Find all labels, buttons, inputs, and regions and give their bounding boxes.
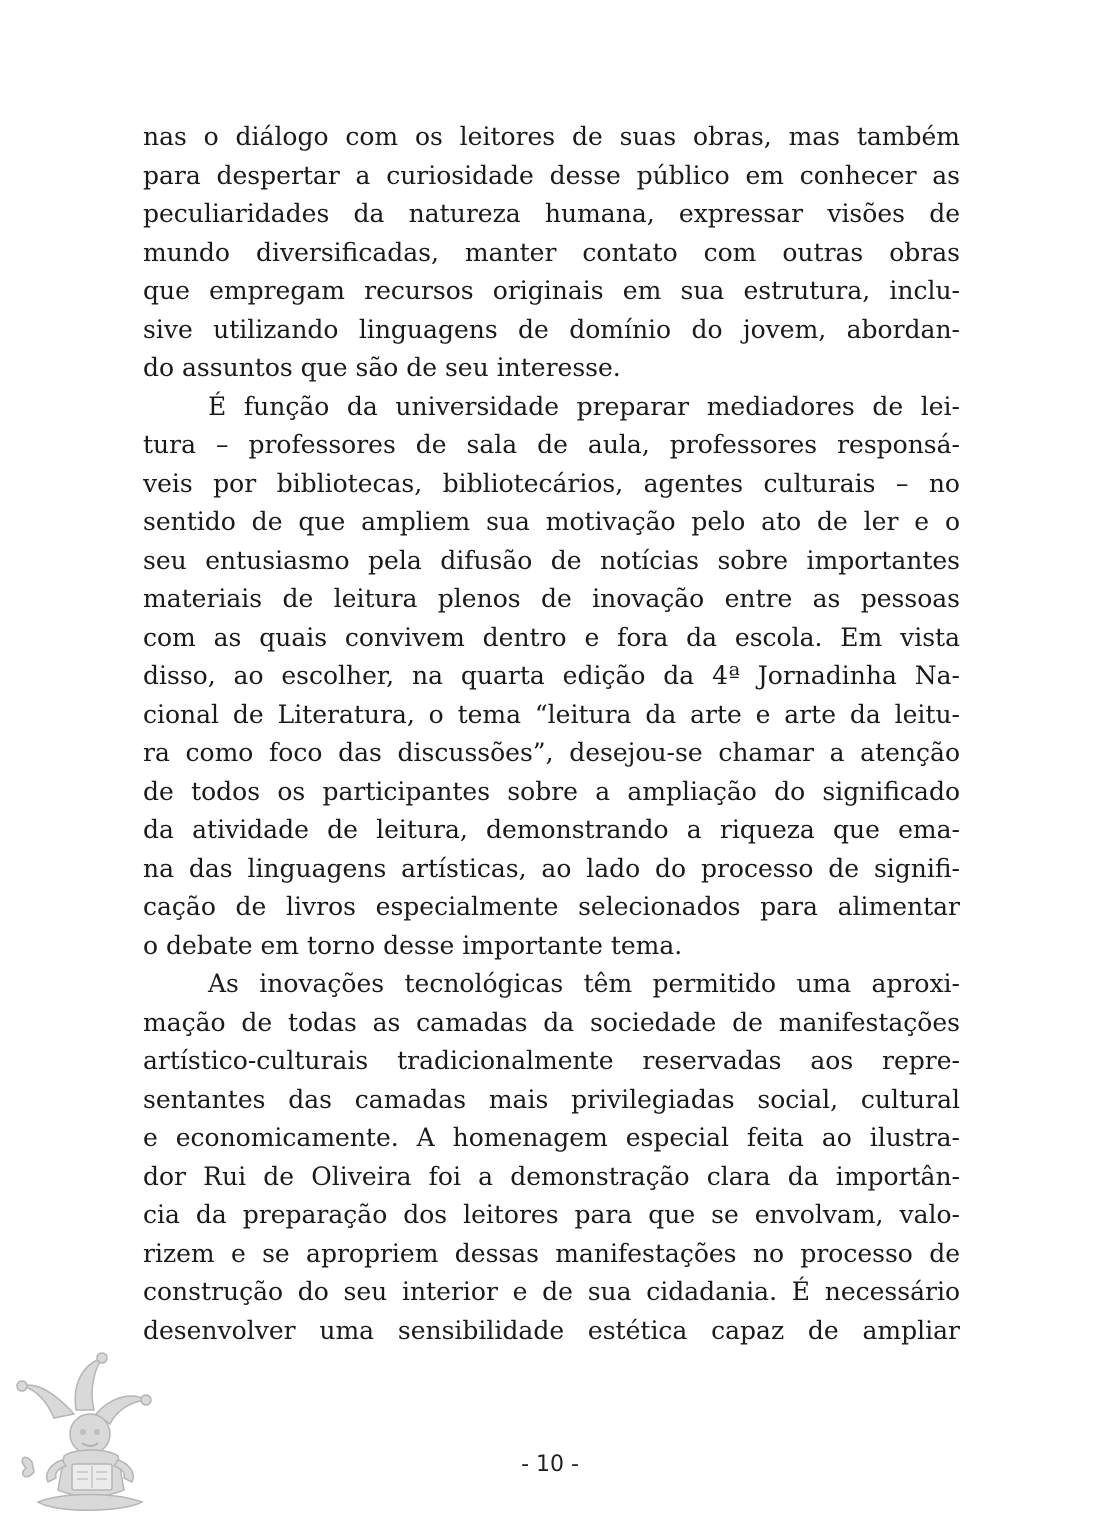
text-line: que empregam recursos originais em sua estrutura, inclu- (143, 276, 960, 305)
text-line: cia da preparação dos leitores para que se envolvam, valo- (143, 1200, 960, 1229)
text-line: mação de todas as camadas da sociedade de manifestações (143, 1007, 960, 1037)
text-line: para despertar a curiosidade desse público em conhecer as (143, 160, 960, 190)
text-line: na das linguagens artísticas, ao lado do processo de signifi- (143, 853, 960, 883)
text-line: seu entusiasmo pela difusão de notícias sobre importantes (143, 545, 960, 575)
text-line: disso, ao escolher, na quarta edição da 4ª Jornadinha Na- (143, 661, 960, 690)
text-line: As inovações tecnológicas têm permitido uma aproxi- (208, 969, 960, 998)
text-line: sentido de que ampliem sua motivação pelo ato de ler e o (143, 507, 960, 536)
text-line: É função da universidade preparar mediadores de lei- (208, 391, 960, 421)
text-line: construção do seu interior e de sua cidadania. É necessário (143, 1277, 960, 1306)
text-line: da atividade de leitura, demonstrando a riqueza que ema- (143, 815, 960, 844)
text-line: com as quais convivem dentro e fora da escola. Em vista (143, 622, 960, 652)
text-line: rizem e se apropriem dessas manifestações no processo de (143, 1238, 960, 1268)
text-line: mundo diversificadas, manter contato com outras obras (143, 237, 960, 267)
text-line: desenvolver uma sensibilidade estética capaz de ampliar (143, 1315, 960, 1345)
reading-jester-mascot-icon (14, 1352, 164, 1517)
text-line: cional de Literatura, o tema “leitura da arte e arte da leitu- (143, 699, 960, 729)
body-text (143, 118, 960, 1350)
text-line: dor Rui de Oliveira foi a demonstração clara da importân- (143, 1161, 960, 1191)
text-line: sentantes das camadas mais privilegiadas social, cultural (143, 1084, 960, 1114)
text-line: veis por bibliotecas, bibliotecários, agentes culturais – no (143, 468, 960, 498)
text-line: de todos os participantes sobre a ampliação do significado (143, 776, 960, 806)
text-line: do assuntos que são de seu interesse. (143, 353, 621, 382)
text-line: artístico-culturais tradicionalmente reservadas aos repre- (143, 1046, 960, 1075)
text-line: e economicamente. A homenagem especial feita ao ilustra- (143, 1123, 960, 1152)
text-line: peculiaridades da natureza humana, expressar visões de (143, 199, 960, 228)
text-line: cação de livros especialmente selecionados para alimentar (143, 892, 960, 921)
text-line: o debate em torno desse importante tema. (143, 930, 683, 960)
text-line: sive utilizando linguagens de domínio do jovem, abordan- (143, 314, 960, 344)
text-line: nas o diálogo com os leitores de suas obras, mas também (143, 122, 960, 151)
page-number: - 10 - (521, 1452, 579, 1477)
text-line: ra como foco das discussões”, desejou-se chamar a atenção (143, 738, 960, 767)
text-line: materiais de leitura plenos de inovação entre as pessoas (143, 584, 960, 613)
text-line: tura – professores de sala de aula, professores responsá- (143, 430, 960, 459)
